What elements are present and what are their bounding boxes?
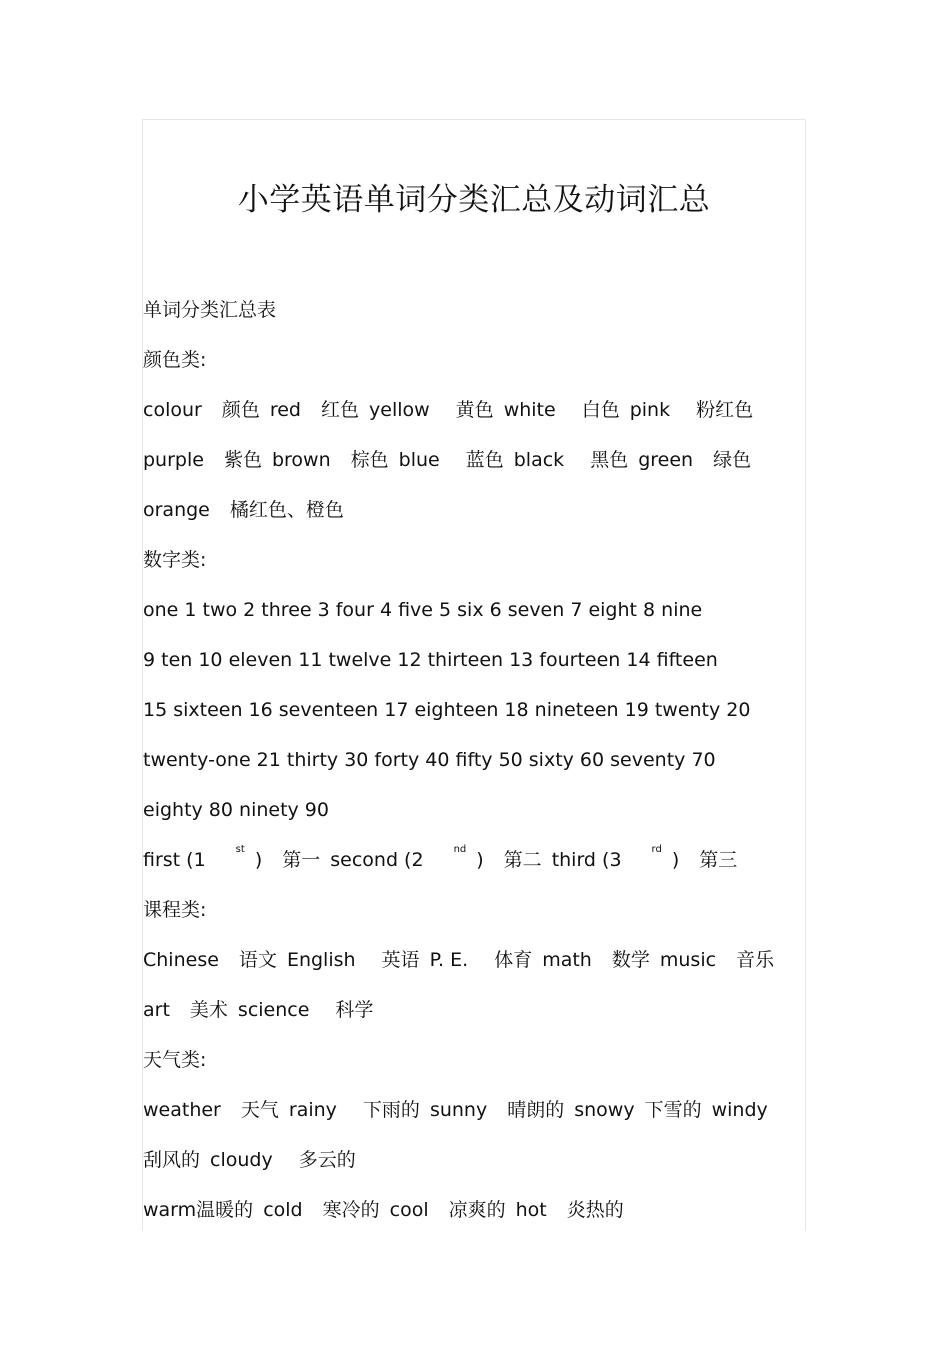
numbers-line-1: one 1 two 2 three 3 four 4 five 5 six 6 seven 7 eight 8 nine (143, 599, 703, 621)
colors-line-3 (143, 486, 793, 536)
word-zh: 寒冷的 (322, 1199, 380, 1221)
word-en: weather (143, 1099, 221, 1121)
numbers-line-4: twenty-one 21 thirty 30 forty 40 fifty 50 sixty 60 seventy 70 (143, 749, 716, 771)
numbers-line-5: eighty 80 ninety 90 (143, 799, 329, 821)
word-zh: 科学 (335, 999, 374, 1021)
word-zh: 晴朗的 (507, 1099, 565, 1121)
weather-line-3 (143, 1186, 793, 1236)
ordinal-suffix: nd (453, 844, 467, 855)
ordinal-suffix: rd (651, 844, 662, 855)
word-zh: 下雨的 (362, 1099, 420, 1121)
word-zh: 第二 (503, 849, 542, 871)
word-en: pink (629, 399, 671, 421)
word-en: art (143, 999, 170, 1021)
word-zh: 红色 (321, 399, 360, 421)
word-en: brown (271, 449, 331, 471)
word-en: colour (143, 399, 202, 421)
word-zh: 第一 (282, 849, 321, 871)
word-en: math (542, 949, 592, 971)
word-zh: 黑色 (590, 449, 629, 471)
word-zh: 橘红色、橙色 (229, 499, 344, 521)
word-zh: 颜色 (221, 399, 260, 421)
subtitle: 单词分类汇总表 (143, 299, 277, 321)
ordinal-en: third (3 (551, 849, 622, 871)
word-zh: 音乐 (736, 949, 775, 971)
word-en: purple (143, 449, 204, 471)
word-en: yellow (369, 399, 430, 421)
weather-line-1 (143, 1086, 793, 1136)
word-zh: 蓝色 (465, 449, 504, 471)
word-en: orange (143, 499, 210, 521)
word-en: white (503, 399, 556, 421)
colors-line-1 (143, 386, 793, 436)
courses-line-2 (143, 986, 793, 1036)
word-en: green (638, 449, 694, 471)
document-body (143, 286, 793, 1236)
word-zh: 下雪的 (644, 1099, 702, 1121)
word-en: snowy (574, 1099, 635, 1121)
word-en: cool (389, 1199, 429, 1221)
word-zh: 粉红色 (696, 399, 754, 421)
word-en: warm (143, 1199, 197, 1221)
ordinal-en: second (2 (330, 849, 424, 871)
word-en: blue (398, 449, 440, 471)
ordinal-close: ) (476, 849, 484, 871)
word-zh: 语文 (238, 949, 277, 971)
word-en: black (513, 449, 565, 471)
word-zh: 刮风的 (143, 1149, 201, 1171)
word-zh: 棕色 (350, 449, 389, 471)
word-en: red (269, 399, 301, 421)
word-en: P. E. (429, 949, 469, 971)
weather-line-2 (143, 1136, 793, 1186)
word-en: Chinese (143, 949, 219, 971)
ordinals-line (143, 836, 793, 886)
numbers-line-3: 15 sixteen 16 seventeen 17 eighteen 18 nineteen 19 twenty 20 (143, 699, 751, 721)
word-en: rainy (288, 1099, 337, 1121)
word-zh: 第三 (699, 849, 738, 871)
ordinal-close: ) (254, 849, 263, 871)
word-en: hot (515, 1199, 547, 1221)
section-heading-weather: 天气类: (143, 1049, 207, 1071)
word-zh: 凉爽的 (448, 1199, 506, 1221)
ordinal-en: first (1 (143, 849, 206, 871)
word-zh: 紫色 (223, 449, 262, 471)
section-heading-colors: 颜色类: (143, 349, 207, 371)
word-zh: 多云的 (298, 1149, 356, 1171)
word-zh: 黄色 (455, 399, 494, 421)
word-zh: 数学 (611, 949, 650, 971)
word-zh: 炎热的 (566, 1199, 624, 1221)
word-en: science (237, 999, 310, 1021)
word-en: cloudy (210, 1149, 273, 1171)
section-heading-numbers: 数字类: (143, 549, 207, 571)
word-zh: 美术 (189, 999, 228, 1021)
courses-line-1 (143, 936, 793, 986)
word-en: windy (711, 1099, 768, 1121)
word-zh: 温暖的 (196, 1199, 254, 1221)
word-zh: 天气 (240, 1099, 279, 1121)
numbers-line-2: 9 ten 10 eleven 11 twelve 12 thirteen 13 fourteen 14 fifteen (143, 649, 718, 671)
colors-line-2 (143, 436, 793, 486)
ordinal-suffix: st (235, 844, 245, 855)
ordinal-close: ) (671, 849, 680, 871)
word-zh: 绿色 (713, 449, 752, 471)
word-en: music (659, 949, 717, 971)
word-zh: 白色 (581, 399, 620, 421)
word-zh: 体育 (494, 949, 533, 971)
word-en: sunny (429, 1099, 488, 1121)
word-en: cold (263, 1199, 303, 1221)
document-title: 小学英语单词分类汇总及动词汇总 (237, 182, 711, 218)
word-en: English (286, 949, 356, 971)
section-heading-courses: 课程类: (143, 899, 207, 921)
word-zh: 英语 (381, 949, 420, 971)
